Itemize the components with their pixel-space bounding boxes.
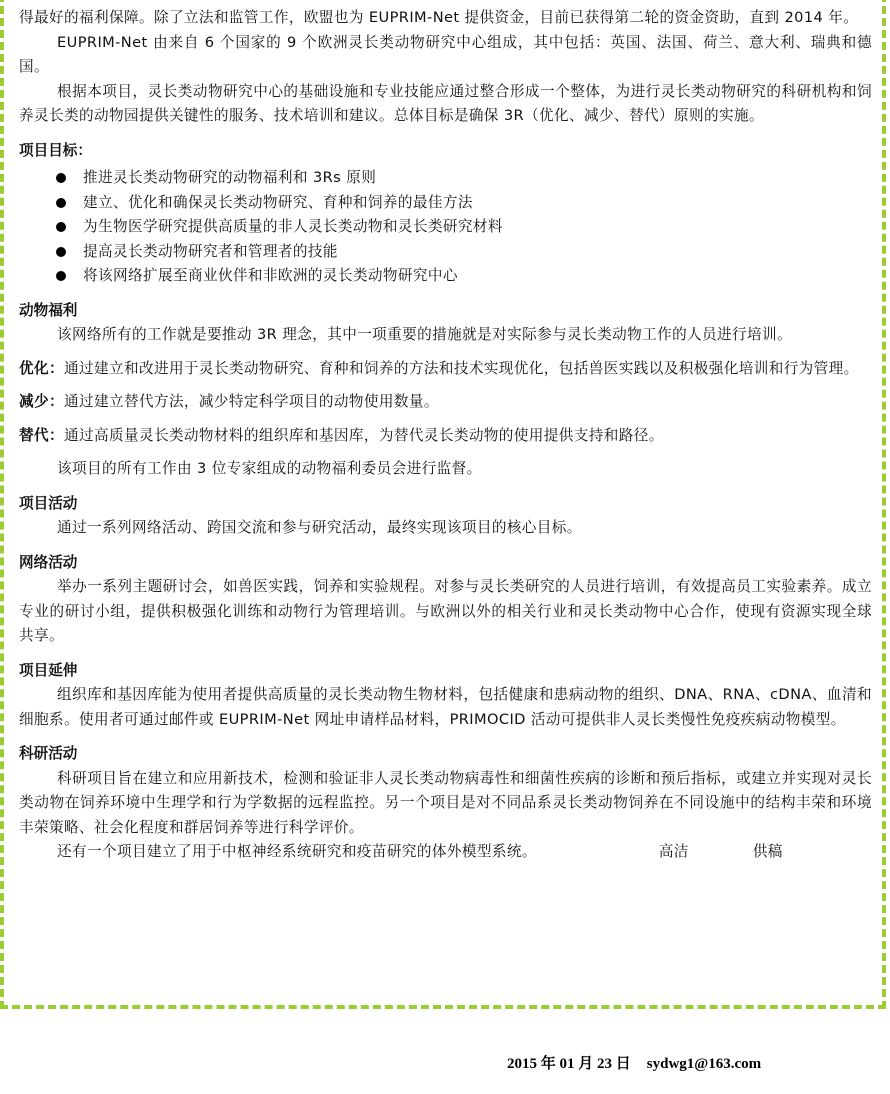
intro-paragraph-3: 根据本项目，灵长类动物研究中心的基础设施和专业技能应通过整合形成一个整体，为进行灵长类动物研究的科研机构和饲养灵长类的动物园提供关键性的服务、技术培训和建议。总体目标是确保 3R（优化、减少、替代）原则的实施。 (19, 82, 872, 124)
research-heading: 科研活动 (19, 745, 78, 762)
contribution-label: 供稿 (752, 843, 783, 860)
welfare-paragraph: 该网络所有的工作就是要推动 3R 理念，其中一项重要的措施就是对实际参与灵长类动物工作的人员进行培训。 (57, 326, 793, 343)
replacement-term: 替代： (19, 426, 64, 444)
goal-item: 为生物医学研究提供高质量的非人灵长类动物和灵长类研究材料 (19, 215, 872, 240)
goal-item: 将该网络扩展至商业伙伴和非欧洲的灵长类动物研究中心 (19, 264, 872, 289)
goals-list (19, 166, 872, 289)
network-heading: 网络活动 (19, 553, 78, 571)
extension-heading: 项目延伸 (19, 661, 78, 679)
bullet-icon (56, 198, 66, 208)
refinement-term: 优化： (19, 359, 64, 377)
goals-heading: 项目目标： (19, 141, 92, 159)
refinement-text: 通过建立和改进用于灵长类动物研究、育种和饲养的方法和技术实现优化，包括兽医实践以及积极强化培训和行为管理。 (63, 359, 859, 377)
bullet-icon (56, 222, 66, 232)
reduction-term: 减少： (19, 393, 64, 410)
intro-paragraph-1: 得最好的福利保障。除了立法和监管工作，欧盟也为 EUPRIM-Net 提供资金，目前已获得第二轮的资金资助，直到 2014 年。 (19, 9, 859, 26)
author-name: 高洁 (658, 843, 689, 860)
refinement-paragraph (19, 357, 872, 382)
reduction-paragraph (19, 390, 872, 415)
welfare-heading: 动物福利 (19, 301, 78, 319)
goal-item: 推进灵长类动物研究的动物福利和 3Rs 原则 (19, 166, 872, 191)
committee-paragraph: 该项目的所有工作由 3 位专家组成的动物福利委员会进行监督。 (57, 460, 482, 477)
reduction-text: 通过建立替代方法，减少特定科学项目的动物使用数量。 (63, 393, 439, 410)
page-footer (507, 1052, 761, 1073)
activities-paragraph: 通过一系列网络活动、跨国交流和参与研究活动，最终实现该项目的核心目标。 (57, 519, 582, 536)
goal-item: 提高灵长类动物研究者和管理者的技能 (19, 240, 872, 265)
bullet-icon (56, 271, 66, 281)
article-body (19, 6, 872, 865)
intro-paragraph-2: EUPRIM-Net 由来自 6 个国家的 9 个欧洲灵长类动物研究中心组成，其中包括：英国、法国、荷兰、意大利、瑞典和德国。 (19, 33, 872, 75)
research-paragraph-2: 还有一个项目建立了用于中枢神经系统研究和疫苗研究的体外模型系统。 高洁 供稿 (19, 840, 872, 865)
footer-date: 2015 年 01 月 23 日 (507, 1056, 631, 1072)
activities-heading: 项目活动 (19, 494, 78, 512)
goal-item: 建立、优化和确保灵长类动物研究、育种和饲养的最佳方法 (19, 191, 872, 216)
replacement-text: 通过高质量灵长类动物材料的组织库和基因库，为替代灵长类动物的使用提供支持和路径。 (63, 426, 664, 444)
research-paragraph: 科研项目旨在建立和应用新技术，检测和验证非人灵长类动物病毒性和细菌性疾病的诊断和预后指标，或建立并实现对灵长类动物在饲养环境中生理学和行为学数据的远程监控。另一个项目是对不同品系灵长类动物饲养在不同设施中的结构丰荣和环境丰荣策略、社会化程度和群居饲养等进行科学评价。 (19, 769, 872, 836)
extension-paragraph: 组织库和基因库能为使用者提供高质量的灵长类动物生物材料，包括健康和患病动物的组织、DNA、RNA、cDNA、血清和细胞系。使用者可通过邮件或 EUPRIM-Net 网址申请样品材料，PRIMOCID 活动可提供非人灵长类慢性免疫疾病动物模型。 (19, 686, 872, 728)
replacement-paragraph (19, 424, 872, 449)
bullet-icon (56, 247, 66, 257)
network-paragraph: 举办一系列主题研讨会，如兽医实践，饲养和实验规程。对参与灵长类研究的人员进行培训，有效提高员工实验素养。成立专业的研讨小组，提供积极强化训练和动物行为管理培训。与欧洲以外的相关行业和灵长类动物中心合作，使现有资源实现全球共享。 (19, 578, 872, 644)
footer-email: sydwg1@163.com (646, 1056, 762, 1072)
bullet-icon (56, 173, 66, 183)
